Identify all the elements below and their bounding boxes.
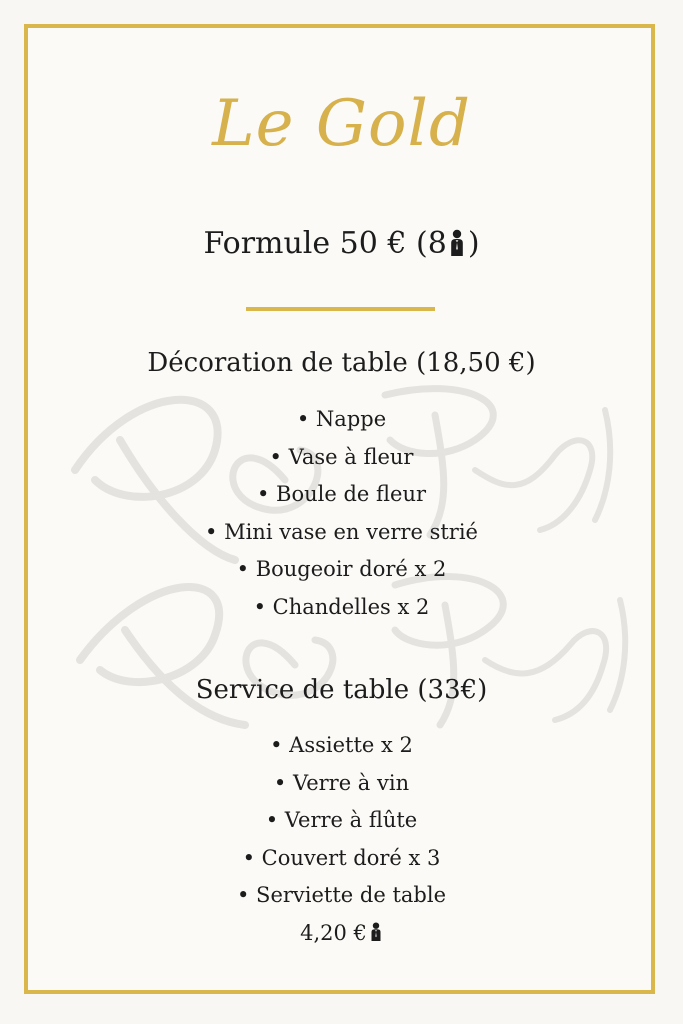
- decoration-item: • Boule de fleur: [256, 482, 427, 506]
- person-icon: [448, 229, 466, 257]
- formula-line: [0, 226, 683, 261]
- decoration-item: • Vase à fleur: [269, 444, 414, 469]
- person-icon: [369, 922, 383, 942]
- service-item: • Assiette x 2: [270, 733, 413, 757]
- decoration-item: • Bougeoir doré x 2: [236, 557, 447, 581]
- gold-divider: [246, 307, 435, 311]
- decoration-items-list: [0, 401, 683, 626]
- formula-close: ): [467, 226, 480, 261]
- price-per-person: [0, 922, 683, 944]
- price-value: 4,20 €: [300, 921, 367, 945]
- service-item: • Verre à flûte: [265, 808, 418, 832]
- service-items-list: [0, 727, 683, 915]
- service-item: • Serviette de table: [237, 883, 446, 907]
- service-section-title: Service de table (33€): [195, 675, 488, 705]
- service-item: • Verre à vin: [273, 770, 410, 795]
- formula-label: Formule 50 € (8: [203, 226, 447, 261]
- decoration-item: • Chandelles x 2: [253, 594, 430, 619]
- menu-title: Le Gold: [212, 87, 471, 161]
- service-item: • Couvert doré x 3: [242, 845, 441, 870]
- decoration-item: • Nappe: [296, 407, 387, 431]
- decoration-item: • Mini vase en verre strié: [205, 519, 478, 544]
- decoration-section-title: Décoration de table (18,50 €): [147, 348, 536, 378]
